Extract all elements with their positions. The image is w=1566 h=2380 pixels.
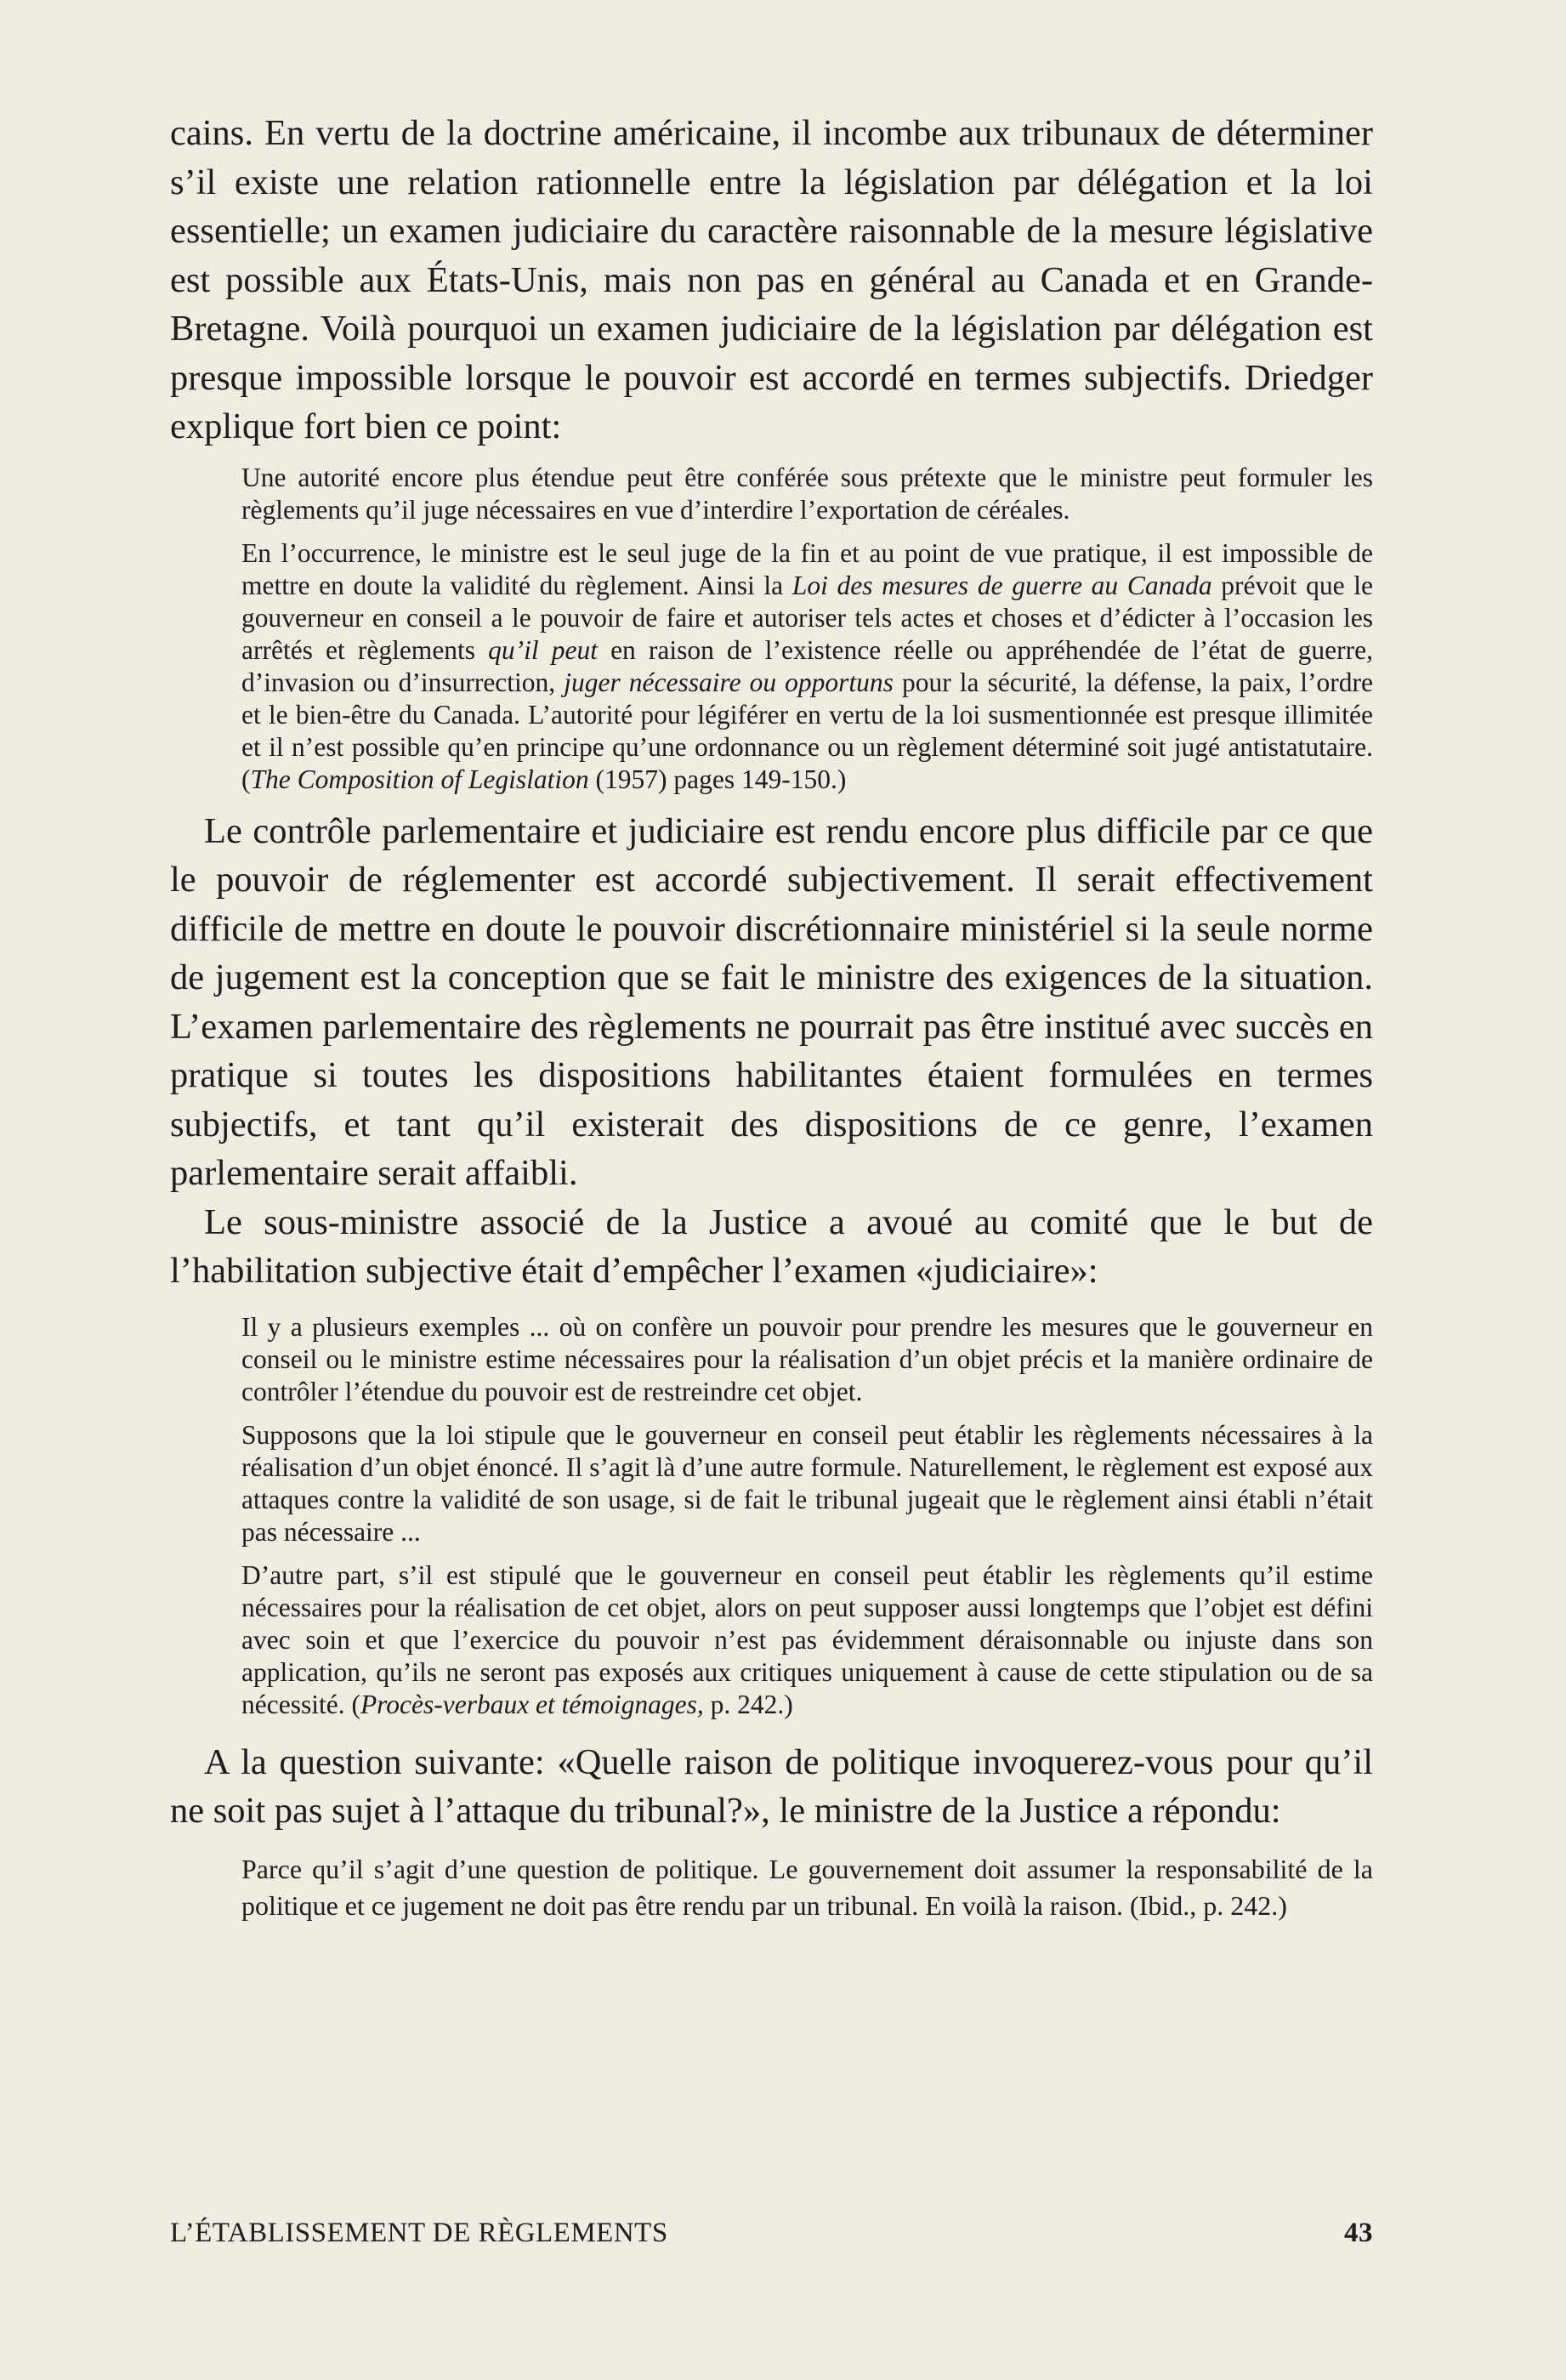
italic-phrase: juger nécessaire ou opportuns bbox=[564, 667, 894, 697]
quote-paragraph: Il y a plusieurs exemples ... où on confère un pouvoir pour prendre les mesures que le gouverneur en conseil ou le ministre estime nécessaires pour la réalisation d’un objet précis et la manière ordinaire de contrôler l’étendue du pouvoir est de restreindre cet objet. bbox=[241, 1311, 1373, 1406]
italic-title: Procès-verbaux et témoignages, bbox=[360, 1689, 704, 1719]
quote-paragraph bbox=[241, 1559, 1373, 1721]
italic-phrase: qu’il peut bbox=[488, 634, 598, 665]
quote-text: pour la sécurité, la défense, la paix, l’ordre et le bien-être du Canada. L’autorité pour légiférer en vertu de la loi susmentionnée est presque illimitée et il n’est possible qu’en principe qu’une ordonnance ou un règlement déterminé soit jugé antistatutaire. ( bbox=[241, 667, 1374, 794]
body-paragraph-1: cains. En vertu de la doctrine américaine, il incombe aux tribunaux de déterminer s’il existe une relation rationnelle entre la législation par délégation et la loi essentielle; un examen judiciaire du caractère raisonnable de la mesure législative est possible aux États-Unis, mais non pas en général au Canada et en Grande-Bretagne. Voilà pourquoi un examen judiciaire de la législation par délégation est presque impossible lorsque le pouvoir est accordé en termes subjectifs. Driedger explique fort bien ce point: bbox=[170, 113, 1373, 446]
italic-title: The Composition of Legislation bbox=[250, 764, 589, 794]
quote-text: prévoit que le gouverneur en conseil a le pouvoir de faire et autoriser tels actes et choses et d’édicter à l’occasion les arrêtés et règlements bbox=[241, 570, 1373, 665]
quote-paragraph: Une autorité encore plus étendue peut être conférée sous prétexte que le ministre peut formuler les règlements qu’il juge nécessaires en vue d’interdire l’exportation de céréales. bbox=[241, 462, 1373, 525]
body-paragraph-3: Le sous-ministre associé de la Justice a avoué au comité que le but de l’habilitation subjective était d’empêcher l’examen «judiciaire»: bbox=[170, 1201, 1373, 1291]
running-title: L’ÉTABLISSEMENT DE RÈGLEMENTS bbox=[170, 2218, 668, 2248]
block-quote-ministre bbox=[241, 1851, 1373, 1924]
quote-text: en raison de l’existence réelle ou appréhendée de l’état de guerre, d’invasion ou d’insurrection, bbox=[241, 634, 1373, 697]
quote-text: p. 242.) bbox=[703, 1689, 793, 1719]
page-number: 43 bbox=[1344, 2218, 1373, 2248]
page-content bbox=[170, 109, 1373, 1935]
body-paragraph-4: A la question suivante: «Quelle raison de politique invoquerez-vous pour qu’il ne soit pas sujet à l’attaque du tribunal?», le ministre de la Justice a répondu: bbox=[170, 1741, 1373, 1831]
block-quote-driedger bbox=[241, 462, 1373, 796]
quote-paragraph: Supposons que la loi stipule que le gouverneur en conseil peut établir les règlements nécessaires à la réalisation d’un objet énoncé. Il s’agit là d’une autre formule. Naturellement, le règlement est exposé aux attaques contre la validité de son usage, si de fait le tribunal jugeait que le règlement ainsi établi n’était pas nécessaire ... bbox=[241, 1419, 1373, 1547]
quote-text: (1957) pages 149-150.) bbox=[588, 764, 847, 794]
quote-paragraph bbox=[241, 537, 1373, 796]
quote-text: D’autre part, s’il est stipulé que le gouverneur en conseil peut établir les règlements qu’il estime nécessaires pour la réalisation de cet objet, alors on peut supposer aussi longtemps que l’objet est défini avec soin et que l’exercice du pouvoir n’est pas évidemment déraisonnable ou injuste dans son application, qu’ils ne seront pas exposés aux critiques uniquement à cause de cette stipulation ou de sa nécessité. ( bbox=[241, 1559, 1373, 1719]
quote-text: En l’occurrence, le ministre est le seul juge de la fin et au point de vue pratique, il est impossible de mettre en doute la validité du règlement. Ainsi la bbox=[241, 537, 1373, 600]
quote-paragraph: Parce qu’il s’agit d’une question de politique. Le gouvernement doit assumer la responsabilité de la politique et ce jugement ne doit pas être rendu par un tribunal. En voilà la raison. (Ibid., p. 242.) bbox=[241, 1853, 1373, 1921]
italic-title: Loi des mesures de guerre au Canada bbox=[792, 570, 1212, 600]
body-paragraph-2: Le contrôle parlementaire et judiciaire est rendu encore plus difficile par ce que le pouvoir de réglementer est accordé subjectivement. Il serait effectivement difficile de mettre en doute le pouvoir discrétionnaire ministériel si la seule norme de jugement est la conception que se fait le ministre des exigences de la situation. L’examen parlementaire des règlements ne pourrait pas être institué avec succès en pratique si toutes les dispositions habilitantes étaient formulées en termes subjectifs, et tant qu’il existerait des dispositions de ce genre, l’examen parlementaire serait affaibli. bbox=[170, 810, 1373, 1193]
block-quote-sous-ministre bbox=[241, 1311, 1373, 1721]
